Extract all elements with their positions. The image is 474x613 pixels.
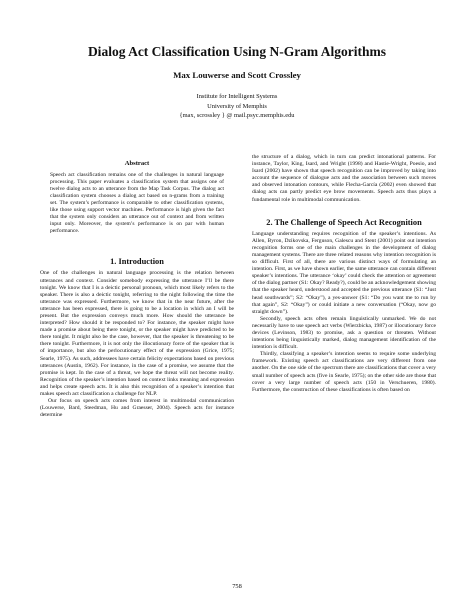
introduction-paragraph-1: One of the challenges in natural language processing is the relation between utterances and context. Consider somebody expressing the utterance I’ll be there tonight. We know that I is a deictic personal pronoun, which most likely refers to the speaker. There is also a deictic tonight, referring to the night following the time the utterance was expressed. Furthermore, we know that in the near future, after the utterance has been expressed, there is going to be a location in which an I will be present. But the expression conveys much more. How should the utterance be interpreted? How should it be responded to? For instance, the speaker might have made a promise about being there tonight, or the speaker might have predicted to be there tonight. It might also be the case, however, that the speaker is threatening to be there tonight. Furthermore, it is not only the illocutionary force of the speaker that is of importance, but also the perlocutionary effect of the expression (Grice, 1975; Searle, 1975). As such, addressees have certain felicity expectations based on previous utterances (Austin, 1962). For instance, in the case of a promise, we assume that the promise is kept. In the case of a threat, we hope the threat will not become reality. Recognition of the speaker’s intention based on context links meaning and expression and helps create speech acts. It is also this recognition of a speaker’s intention that makes speech act classification a challenge for NLP. bbox=[40, 270, 234, 398]
author-affiliation bbox=[0, 92, 474, 121]
page-number: 758 bbox=[232, 583, 242, 590]
abstract-heading: Abstract bbox=[124, 160, 150, 167]
section-2-paragraph-1: Language understanding requires recognition of the speaker’s intentions. As Allen, Byron, Dzikovska, Ferguson, Galescu and Stent (2001) point out intention recognition forms one of the main challenges in the development of dialog management systems. There are three related reasons why intention recognition is so difficult. First of all, there are various distinct ways of formulating an intention. First, as we have shown earlier, the same utterance can contain different speaker’s intentions. The utterance ‘okay’ could check the attention or agreement of the dialog partner (S1: Okay? Ready?), could be an acknowledgement showing that the speaker heard, understood and accepted the previous utterance (S1: “Just head southwards”; S2: “Okay”), a yes-answer (S1: “Do you want me to run by that again”, S2: “Okay”) or could initiate a new conversation (“Okay, now go straight down”). bbox=[252, 230, 436, 315]
section-2-paragraph-2: Secondly, speech acts often remain linguistically unmarked. We do not necessarily have to use speech act verbs (Wierzbicka, 1987) or illocutionary force devices (Levinson, 1983) to promise, ask a question or threaten. Without intentions being linguistically marked, dialog management identification of the intention is difficult. bbox=[252, 315, 436, 351]
section-2-heading: 2. The Challenge of Speech Act Recognition bbox=[266, 217, 422, 227]
right-top-paragraph: the structure of a dialog, which in turn can predict intonational patterns. For instance, Taylor, King, Isard, and Wright (1998) and Hastie-Wright, Poesio, and Isard (2002) have shown that speech recognition can be improved by taking into account the sequence of dialogue acts and the association between such moves and observed intonation contours, while Flecha-García (2002) even showed that dialog acts can partly predict eye brow movements. Speech acts thus plays a fundamental role in multimodal communication. bbox=[252, 154, 436, 203]
left-column bbox=[40, 160, 234, 419]
right-column bbox=[252, 154, 436, 394]
affiliation-university: University of Memphis bbox=[207, 102, 267, 110]
paper-title: Dialog Act Classification Using N-Gram Algorithms bbox=[87, 44, 387, 59]
affiliation-email: {max, scrossley } @ mail.psyc.memphis.edu bbox=[179, 112, 295, 119]
affiliation-institute: Institute for Intelligent Systems bbox=[196, 93, 278, 100]
abstract-text: Speech act classification remains one of the challenges in natural language processing. This paper evaluates a classification system that assigns one of twelve dialog acts to an utterance from the Map Task Corpus. The dialog act classification system chooses a dialog act based on n-grams from a training set. The system’s performance is comparable to other classification systems, like those using support vector machines. Performance is high given the fact that the system only considers an utterance out of context and from written input only. Moreover, the system’s performance is on par with human performance. bbox=[50, 172, 224, 235]
introduction-heading: 1. Introduction bbox=[110, 257, 164, 267]
paper-authors: Max Louwerse and Scott Crossley bbox=[173, 70, 301, 80]
introduction-paragraph-2: Our focus on speech acts comes from interest in multimodal communication (Louwerse, Bard, Steedman, Hu and Graesser, 2004). Speech acts for instance determine bbox=[40, 398, 234, 419]
section-2-paragraph-3: Thirdly, classifying a speaker’s intention seems to require some underlying framework. Existing speech act classifications are very different from one another. On the one side of the spectrum there are classifications that cover a very small number of speech acts (five in Searle, 1975); on the other side are those that cover a very large number of speech acts (150 in Verschueren, 1980). Furthermore, the construction of these classifications is often based on bbox=[252, 351, 436, 393]
